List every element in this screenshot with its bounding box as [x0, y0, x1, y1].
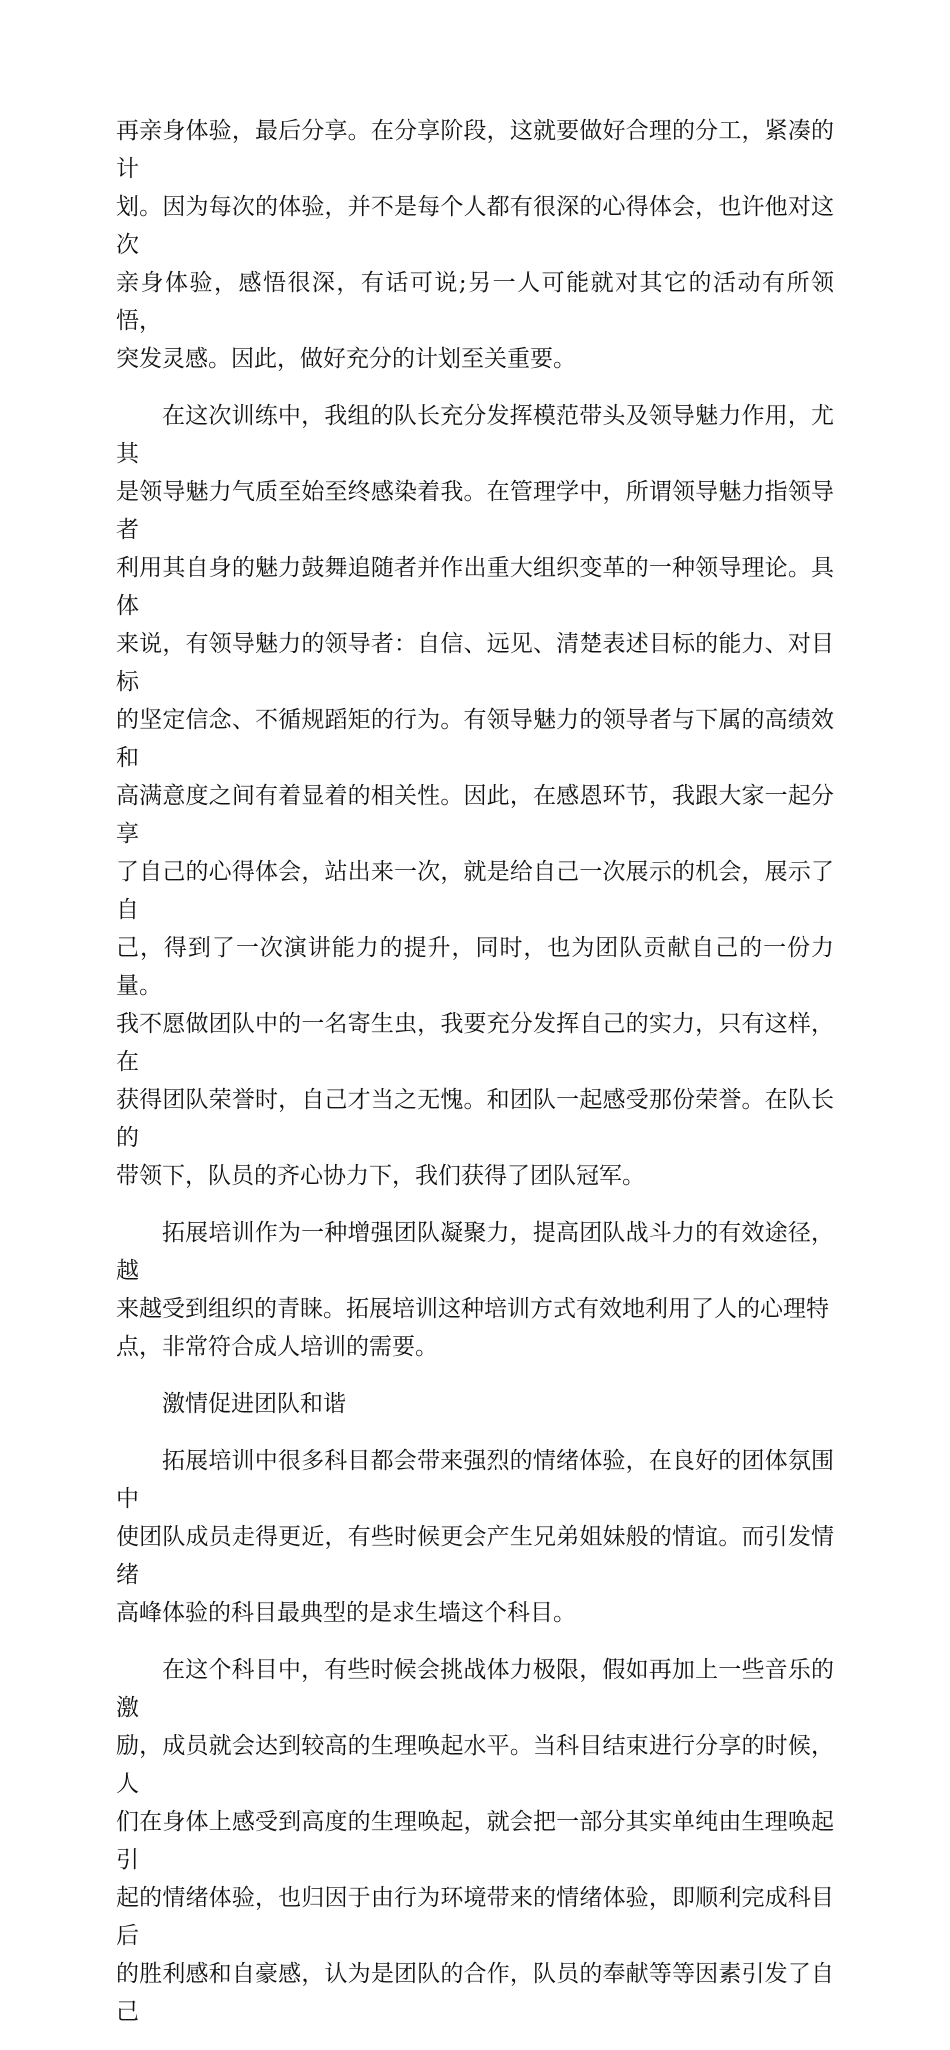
paragraph-emotional-experience: 拓展培训中很多科目都会带来强烈的情绪体验，在良好的团体氛围中 使团队成员走得更近，有些时候更会产生兄弟姐妹般的情谊。而引发情绪 高峰体验的科目最典型的是求生墙这个科目。: [116, 1448, 834, 1626]
paragraph-outward-training: 拓展培训作为一种增强团队凝聚力，提高团队战斗力的有效途径，越 来越受到组织的青睐。拓展培训这种培训方式有效地利用了人的心理特 点，非常符合成人培训的需要。: [116, 1220, 834, 1360]
paragraph-physiological-arousal: 在这个科目中，有些时候会挑战体力极限，假如再加上一些音乐的激 励，成员就会达到较高的生理唤起水平。当科目结束进行分享的时候，人 们在身体上感受到高度的生理唤起，就会把一部分其实单纯由生理唤起引 起的情绪体验，也归因于由行为环境带来的情绪体验，即顺利完成科目后 的胜利感和自豪感，认为是团队的合作，队员的奉献等等因素引发了自己: [116, 1657, 834, 2025]
paragraph-sharing-plan: 再亲身体验，最后分享。在分享阶段，这就要做好合理的分工，紧凑的计 划。因为每次的体验，并不是每个人都有很深的心得体会，也许他对这次 亲身体验，感悟很深，有话可说;另一人可能就对其它的活动有所领悟， 突发灵感。因此，做好充分的计划至关重要。: [116, 118, 834, 372]
paragraph-team-leader: 在这次训练中，我组的队长充分发挥模范带头及领导魅力作用，尤其 是领导魅力气质至始至终感染着我。在管理学中，所谓领导魅力指领导者 利用其自身的魅力鼓舞追随者并作出重大组织变革的一种领导理论。具体 来说，有领导魅力的领导者：自信、远见、清楚表述目标的能力、对目标 的坚定信念、不循规蹈矩的行为。有领导魅力的领导者与下属的高绩效和 高满意度之间有着显着的相关性。因此，在感恩环节，我跟大家一起分享 了自己的心得体会，站出来一次，就是给自己一次展示的机会，展示了自 己，得到了一次演讲能力的提升，同时，也为团队贡献自己的一份力量。 我不愿做团队中的一名寄生虫，我要充分发挥自己的实力，只有这样，在 获得团队荣誉时，自己才当之无愧。和团队一起感受那份荣誉。在队长的 带领下，队员的齐心协力下，我们获得了团队冠军。: [116, 403, 834, 1189]
section-heading: 激情促进团队和谐: [162, 1391, 346, 1417]
document-body: [116, 112, 834, 2050]
